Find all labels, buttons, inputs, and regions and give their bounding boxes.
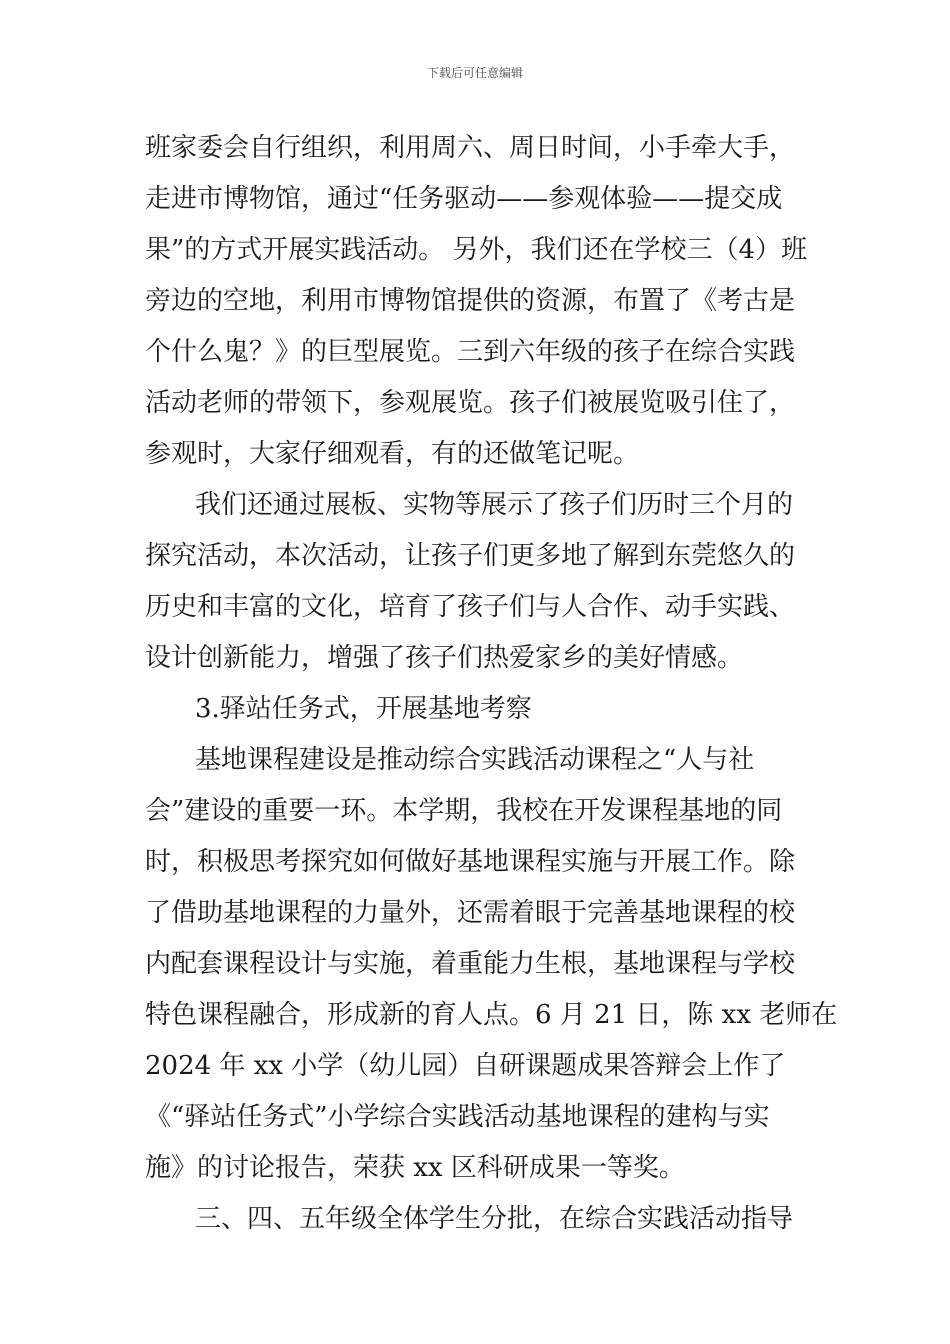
text-line: 个什么鬼？》的巨型展览。三到六年级的孩子在综合实践: [145, 337, 796, 367]
text-line: 活动老师的带领下，参观展览。孩子们被展览吸引住了，: [145, 388, 796, 418]
text-line: 旁边的空地，利用市博物馆提供的资源，布置了《考古是: [145, 286, 796, 316]
text-line: 历史和丰富的文化，培育了孩子们与人合作、动手实践、: [145, 592, 796, 622]
text-line: 内配套课程设计与实施，着重能力生根，基地课程与学校: [145, 949, 796, 979]
document-body: [145, 128, 838, 1250]
text-line: 时，积极思考探究如何做好基地课程实施与开展工作。除: [145, 847, 796, 877]
text-line: 了借助基地课程的力量外，还需着眼于完善基地课程的校: [145, 898, 796, 928]
section-heading: 3.驿站任务式，开展基地考察: [195, 694, 532, 724]
paragraph-first-line: 我们还通过展板、实物等展示了孩子们历时三个月的: [195, 490, 794, 520]
text-line: 施》的讨论报告，荣获 xx 区科研成果一等奖。: [145, 1153, 685, 1183]
paragraph-first-line: 三、四、五年级全体学生分批，在综合实践活动指导: [195, 1204, 794, 1234]
paragraph-first-line: 基地课程建设是推动综合实践活动课程之“人与社: [195, 745, 755, 775]
text-line: 特色课程融合，形成新的育人点。6 月 21 日，陈 xx 老师在: [145, 1000, 838, 1030]
text-line: 果”的方式开展实践活动。 另外，我们还在学校三（4）班: [145, 235, 808, 265]
text-line: 走进市博物馆，通过“任务驱动——参观体验——提交成: [145, 184, 783, 214]
page-header: 下载后可任意编辑: [426, 66, 523, 80]
text-line: 参观时，大家仔细观看，有的还做笔记呢。: [145, 439, 640, 469]
text-line: 2024 年 xx 小学（幼儿园）自研课题成果答辩会上作了: [145, 1051, 786, 1081]
text-line: 班家委会自行组织，利用周六、周日时间，小手牵大手，: [145, 133, 796, 163]
text-line: 会”建设的重要一环。本学期，我校在开发课程基地的同: [145, 796, 783, 826]
text-line: 《“驿站任务式”小学综合实践活动基地课程的建构与实: [145, 1102, 770, 1132]
text-line: 探究活动，本次活动，让孩子们更多地了解到东莞悠久的: [145, 541, 796, 571]
text-line: 设计创新能力，增强了孩子们热爱家乡的美好情感。: [145, 643, 744, 673]
